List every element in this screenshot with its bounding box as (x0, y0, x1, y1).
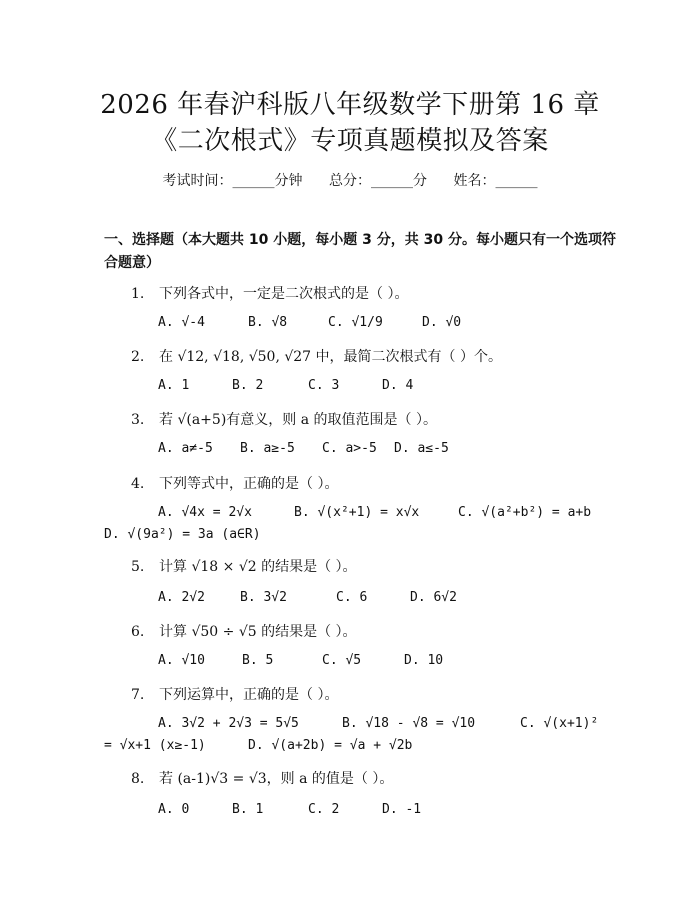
option-d: D. √0 (422, 315, 462, 330)
question-5 (131, 556, 357, 576)
question-text: 计算 √18 × √2 的结果是（ ）。 (159, 559, 357, 575)
question-number: 8. (131, 771, 145, 787)
question-text: 下列等式中，正确的是（ ）。 (159, 476, 339, 492)
question-3-options (158, 441, 449, 456)
option-c: C. √1/9 (328, 315, 383, 330)
option-b: B. √18 - √8 = √10 (342, 716, 476, 731)
option-d: D. -1 (382, 802, 422, 817)
question-6 (131, 621, 357, 641)
question-5-options (158, 590, 457, 605)
question-number: 3. (131, 412, 145, 428)
question-number: 7. (131, 687, 145, 703)
question-7-options (158, 716, 598, 731)
option-a: A. 1 (158, 378, 190, 393)
option-a: A. √4x = 2√x (158, 505, 252, 520)
option-c: C. 2 (308, 802, 340, 817)
question-text: 下列运算中，正确的是（ ）。 (159, 687, 339, 703)
question-4-options (158, 505, 591, 520)
question-7-options-wrap (104, 738, 412, 753)
question-7 (131, 684, 338, 704)
option-b: B. 5 (242, 653, 274, 668)
option-a: A. 2√2 (158, 590, 205, 605)
option-c: C. √5 (322, 653, 362, 668)
option-d: D. a≤-5 (394, 441, 449, 456)
question-text: 若 (a-1)√3 = √3，则 a 的值是（ ）。 (159, 771, 394, 787)
question-number: 4. (131, 476, 145, 492)
option-b: B. 1 (232, 802, 264, 817)
option-a: A. √10 (158, 653, 205, 668)
option-d: D. 6√2 (410, 590, 457, 605)
option-b: B. 2 (232, 378, 264, 393)
question-text: 若 √(a+5)有意义，则 a 的取值范围是（ ）。 (159, 412, 437, 428)
question-8-options (158, 802, 421, 817)
total-score-field: 总分：______分 (329, 173, 427, 189)
option-a: A. a≠-5 (158, 441, 213, 456)
question-2-options (158, 378, 413, 393)
option-d: D. 4 (382, 378, 414, 393)
question-1 (131, 283, 408, 303)
student-name-field: 姓名：______ (453, 173, 538, 189)
option-a: A. √-4 (158, 315, 205, 330)
option-c: C. √(a²+b²) = a+b (458, 505, 592, 520)
question-1-options (158, 315, 461, 330)
question-6-options (158, 653, 443, 668)
option-b: B. √8 (248, 315, 288, 330)
option-c: C. √(x+1)² (520, 716, 599, 731)
option-c: C. 6 (336, 590, 368, 605)
page-title-line1: 2026 年春沪科版八年级数学下册第 16 章 (100, 90, 600, 120)
page-title-line2: 《二次根式》专项真题模拟及答案 (151, 126, 549, 156)
option-d: D. √(a+2b) = √a + √2b (248, 738, 413, 753)
question-4-options-wrap (104, 527, 261, 542)
question-2 (131, 346, 502, 366)
section-heading: 一、选择题（本大题共 10 小题，每小题 3 分，共 30 分。每小题只有一个选项符合题意） (104, 232, 616, 271)
option-b: B. a≥-5 (240, 441, 295, 456)
question-number: 5. (131, 559, 145, 575)
option-b: B. 3√2 (240, 590, 287, 605)
option-d: D. 10 (404, 653, 444, 668)
option-c: C. 3 (308, 378, 340, 393)
option-a: A. 0 (158, 802, 190, 817)
question-text: 下列各式中，一定是二次根式的是（ ）。 (159, 286, 409, 302)
question-text: 计算 √50 ÷ √5 的结果是（ ）。 (159, 624, 357, 640)
option-a: A. 3√2 + 2√3 = 5√5 (158, 716, 299, 731)
option-c: C. a>-5 (322, 441, 377, 456)
question-number: 6. (131, 624, 145, 640)
question-3 (131, 409, 437, 429)
option-d: D. √(9a²) = 3a (a∈R) (104, 527, 261, 542)
question-number: 1. (131, 286, 145, 302)
option-b: B. √(x²+1) = x√x (294, 505, 420, 520)
question-8 (131, 768, 393, 788)
exam-info (0, 170, 700, 190)
question-4 (131, 473, 338, 493)
question-text: 在 √12, √18, √50, √27 中，最简二次根式有（ ）个。 (159, 349, 502, 365)
question-number: 2. (131, 349, 145, 365)
exam-time-field: 考试时间：______分钟 (162, 173, 303, 189)
option-c-continued: = √x+1 (x≥-1) (104, 738, 206, 753)
